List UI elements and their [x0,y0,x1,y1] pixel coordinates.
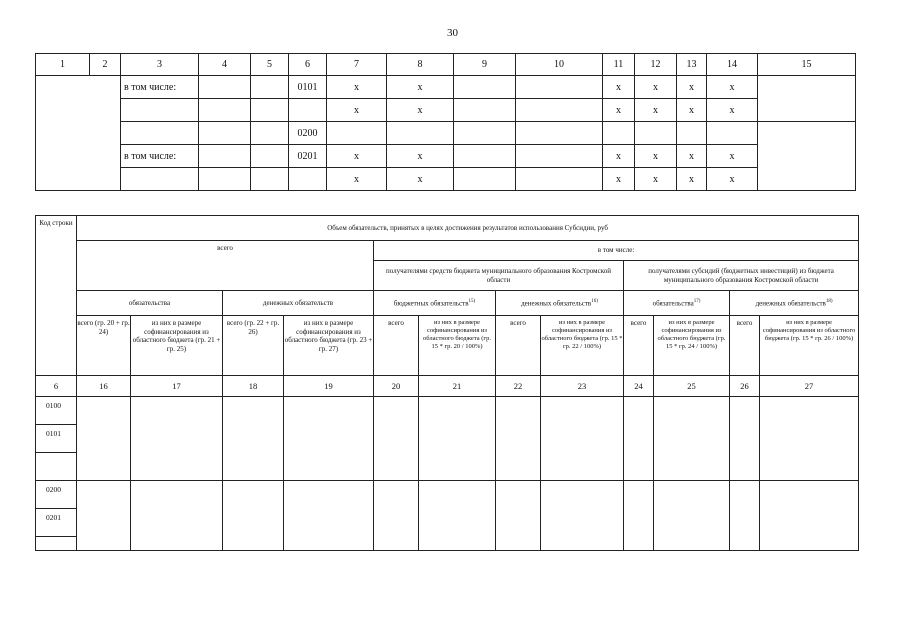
sub-header: из них в размере софинансирования из областного бюджета (гр. 15 * гр. 20 / 100%) [419,316,496,376]
total-header: всего [77,241,374,291]
col-number: 15 [758,54,856,76]
table-row [36,481,859,509]
row-code: 0100 [36,397,77,425]
col-number: 11 [603,54,635,76]
sub-header: всего [624,316,654,376]
col-number: 6 [289,54,327,76]
obligations-header: обязательства [77,291,223,316]
column-number-row: 6 16 17 18 19 20 21 22 23 24 25 26 27 [36,376,859,397]
sub-header: всего (гр. 22 + гр. 26) [223,316,284,376]
table-row [36,397,859,425]
merged-cell [36,76,121,191]
page-number: 30 [447,27,458,39]
col-number: 10 [516,54,603,76]
sub-header: всего [374,316,419,376]
budget-obligations-header: бюджетных обязательств$^{15)}$ [374,291,496,316]
row-code: 0200 [36,481,77,509]
col-number: 12 [635,54,677,76]
table-row: x x x x x x [36,99,856,122]
row-code: 0200 [289,122,327,145]
row-code: 0201 [36,509,77,537]
continuation-table [35,53,856,191]
monetary-obligations-header: денежных обязательств$^{16)}$ [496,291,624,316]
main-header: Объем обязательств, принятых в целях достижения результатов использования Субсидии, руб [77,216,859,241]
col-number: 9 [454,54,516,76]
monetary-obligations-header: денежных обязательств$^{18)}$ [730,291,859,316]
row-label: в том числе: [121,76,199,99]
sub-header: всего (гр. 20 + гр. 24) [77,316,131,376]
row-code-header: Код строки [36,216,77,376]
sub-header: из них в размере софинансирования из областного бюджета (гр. 23 + гр. 27) [284,316,374,376]
group-subsidies-header: получателями субсидий (бюджетных инвестиций) из бюджета муниципального образования Костромской области [624,261,859,291]
row-code: 0101 [36,425,77,453]
including-header: в том числе: [374,241,859,261]
obligations-table [35,215,859,551]
monetary-obligations-header: денежных обязательств [223,291,374,316]
obligations-header: обязательства$^{17)}$ [624,291,730,316]
col-number: 3 [121,54,199,76]
sub-header: всего [496,316,541,376]
row-label: в том числе: [121,145,199,168]
row-code: 0101 [289,76,327,99]
col-number: 1 [36,54,90,76]
row-code: 0201 [289,145,327,168]
group-municipal-header: получателями средств бюджета муниципального образования Костромской области [374,261,624,291]
table-row: в том числе: 0201 x x x x x x [36,145,856,168]
col-number: 8 [387,54,454,76]
col-number: 7 [327,54,387,76]
sub-header: из них в размере софинансирования из областного бюджета (гр. 15 * гр. 26 / 100%) [760,316,859,376]
table-row: в том числе: 0101 x x x x x x [36,76,856,99]
col-number: 14 [707,54,758,76]
column-number-row [36,54,856,76]
table-row: x x x x x x [36,168,856,191]
sub-header: из них в размере софинансирования из областного бюджета (гр. 15 * гр. 24 / 100%) [654,316,730,376]
sub-header: из них в размере софинансирования из областного бюджета (гр. 21 + гр. 25) [131,316,223,376]
sub-header: всего [730,316,760,376]
sub-header: из них в размере софинансирования из областного бюджета (гр. 15 * гр. 22 / 100%) [541,316,624,376]
table-row [36,122,856,145]
col-number: 4 [199,54,251,76]
col-number: 13 [677,54,707,76]
col-number: 2 [90,54,121,76]
col-number: 5 [251,54,289,76]
